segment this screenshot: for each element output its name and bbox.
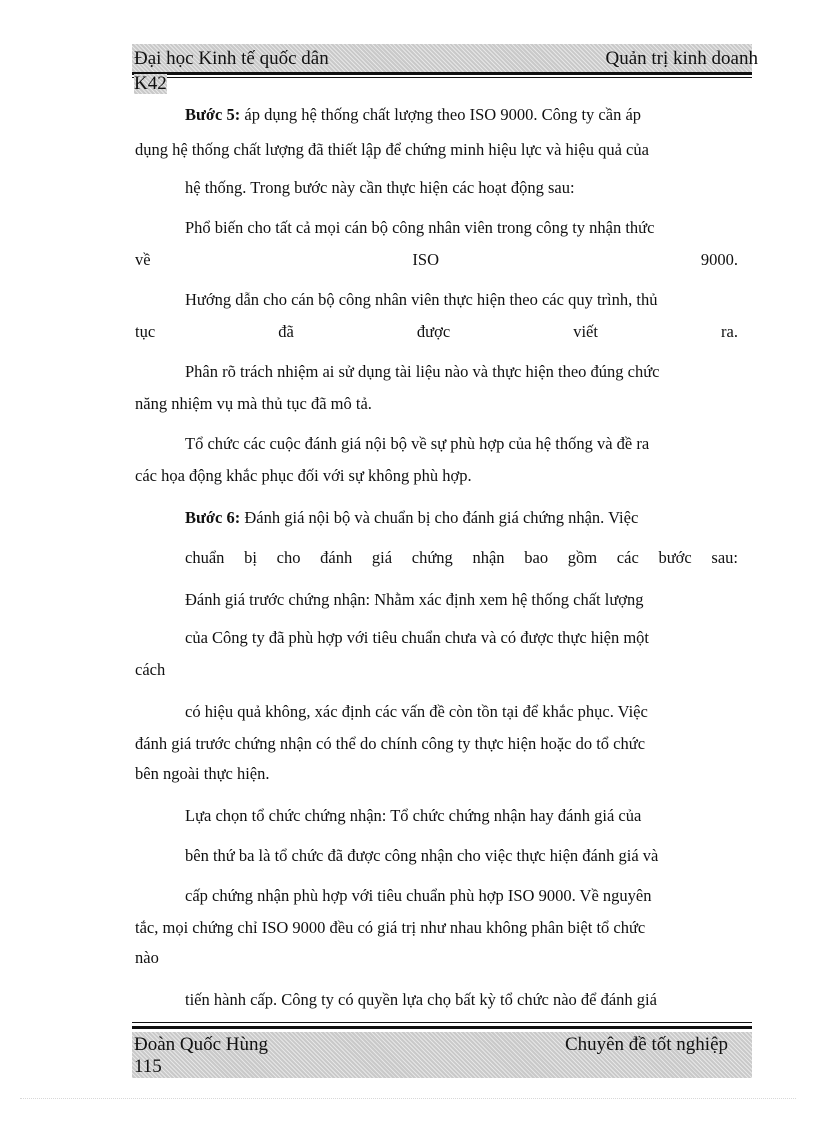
paragraph-third-party: bên thứ ba là tổ chức đã được công nhận cho việc thực hiện đánh giá và: [185, 846, 659, 865]
header-department: Quản trị kinh doanh: [605, 48, 758, 69]
paragraph-awareness-cont: về ISO 9000.: [135, 250, 738, 269]
paragraph-step5: [185, 105, 641, 125]
paragraph-iso-cert: cấp chứng nhận phù hợp với tiêu chuẩn phù hợp ISO 9000. Về nguyên: [185, 886, 652, 905]
paragraph-activities-intro: hệ thống. Trong bước này cần thực hiện các hoạt động sau:: [185, 178, 575, 197]
paragraph-guidance-cont: tục đã được viết ra.: [135, 322, 738, 341]
header-rule-thick: [132, 72, 752, 75]
paragraph-responsibility-cont: năng nhiệm vụ mà thủ tục đã mô tả.: [135, 394, 372, 413]
footer-author: Đoàn Quốc Hùng: [134, 1034, 269, 1055]
paragraph-pre-assessment: Đánh giá trước chứng nhận: Nhằm xác định xem hệ thống chất lượng: [185, 590, 644, 609]
paragraph-responsibility: Phân rõ trách nhiệm ai sử dụng tài liệu nào và thực hiện theo đúng chức: [185, 362, 660, 381]
paragraph-compliance-cont: cách: [135, 660, 166, 679]
page-header: [132, 44, 758, 94]
paragraph-selection-right: tiến hành cấp. Công ty có quyền lựa chọ bất kỳ tổ chức nào để đánh giá: [185, 990, 657, 1009]
paragraph-step5-cont: dụng hệ thống chất lượng đã thiết lập để chứng minh hiệu lực và hiệu quả của: [135, 140, 649, 159]
footer-rule-thin: [132, 1022, 752, 1023]
step5-label: Bước 5:: [185, 105, 241, 124]
step5-text: áp dụng hệ thống chất lượng theo ISO 9000. Công ty cần áp: [240, 105, 642, 124]
paragraph-effectiveness: có hiệu quả không, xác định các vấn đề còn tồn tại để khắc phục. Việc: [185, 702, 648, 721]
paragraph-iso-cert-cont2: nào: [135, 948, 159, 967]
paragraph-effectiveness-cont1: đánh giá trước chứng nhận có thể do chính công ty thực hiện hoặc do tổ chức: [135, 734, 646, 753]
footer-page-number: 115: [134, 1056, 162, 1077]
paragraph-effectiveness-cont2: bên ngoài thực hiện.: [135, 764, 270, 783]
paragraph-iso-cert-cont1: tắc, mọi chứng chỉ ISO 9000 đều có giá trị như nhau không phân biệt tổ chức: [135, 918, 646, 937]
header-rule-thin: [132, 77, 752, 78]
header-course-code: K42: [134, 73, 167, 94]
step6-label: Bước 6:: [185, 508, 241, 527]
page-footer: [132, 1022, 752, 1078]
paragraph-compliance: của Công ty đã phù hợp với tiêu chuẩn chưa và có được thực hiện một: [185, 628, 650, 647]
paragraph-certification-prep: chuẩn bị cho đánh giá chứng nhận bao gồm các bước sau:: [185, 548, 738, 567]
footer-doc-type: Chuyên đề tốt nghiệp: [564, 1034, 728, 1055]
paragraph-select-body: Lựa chọn tổ chức chứng nhận: Tổ chức chứng nhận hay đánh giá của: [185, 806, 642, 825]
page-edge-divider: [20, 1098, 796, 1099]
step6-text: Đánh giá nội bộ và chuẩn bị cho đánh giá chứng nhận. Việc: [240, 508, 639, 527]
footer-rule-thick: [132, 1026, 752, 1029]
paragraph-step6: [185, 508, 638, 528]
paragraph-internal-audit: Tổ chức các cuộc đánh giá nội bộ về sự phù hợp của hệ thống và đề ra: [185, 434, 650, 453]
header-university: Đại học Kinh tế quốc dân: [134, 48, 329, 69]
paragraph-internal-audit-cont: các họa động khắc phục đối với sự không phù hợp.: [135, 466, 472, 485]
paragraph-guidance: Hướng dẫn cho cán bộ công nhân viên thực hiện theo các quy trình, thủ: [185, 290, 658, 309]
paragraph-awareness: Phổ biến cho tất cả mọi cán bộ công nhân viên trong công ty nhận thức: [185, 218, 655, 237]
